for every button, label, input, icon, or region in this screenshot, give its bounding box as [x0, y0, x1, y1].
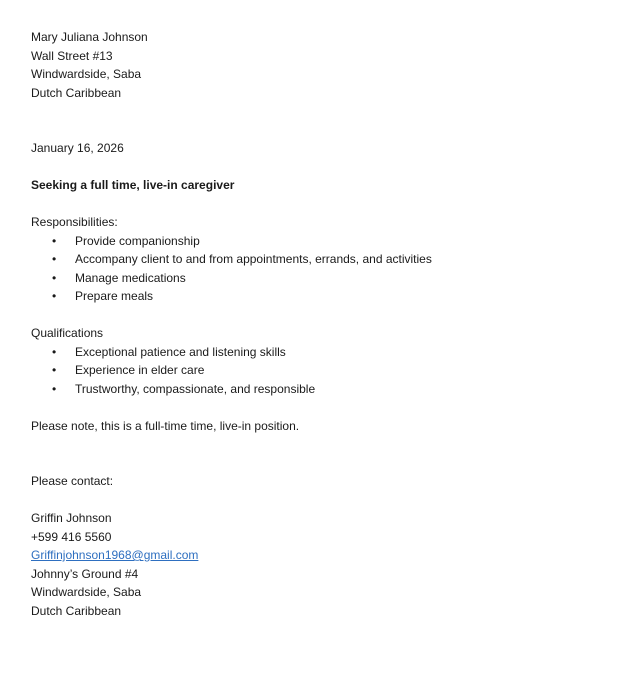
letter-heading: Seeking a full time, live-in caregiver [31, 178, 235, 192]
list-item-text: Accompany client to and from appointments, errands, and activities [75, 252, 432, 266]
document-body [31, 28, 591, 620]
list-item-text: Manage medications [75, 270, 186, 285]
sender-city: Windwardside, Saba [31, 67, 142, 81]
contact-city: Windwardside, Saba [31, 585, 142, 599]
contact-label: Please contact: [31, 474, 114, 488]
list-item-text: Provide companionship [75, 233, 200, 248]
bullet-icon: • [52, 363, 57, 377]
bullet-icon: • [52, 233, 57, 248]
bullet-icon: • [52, 289, 57, 303]
sender-street: Wall Street #13 [31, 48, 113, 63]
contact-region: Dutch Caribbean [31, 603, 122, 618]
list-item-text: Prepare meals [75, 289, 154, 303]
bullet-icon: • [52, 270, 57, 285]
list-item [31, 232, 591, 251]
contact-phone: +599 416 5560 [31, 529, 112, 544]
position-note: Please note, this is a full-time time, live-in position. [31, 418, 300, 433]
list-item [31, 343, 591, 362]
list-item [31, 287, 591, 306]
list-item [31, 269, 591, 288]
list-item-text: Exceptional patience and listening skills [75, 344, 286, 359]
qualifications-label: Qualifications [31, 326, 104, 340]
bullet-icon: • [52, 344, 57, 359]
contact-name: Griffin Johnson [31, 511, 112, 525]
list-item [31, 361, 591, 380]
qualifications-list [31, 343, 591, 399]
responsibilities-label: Responsibilities: [31, 215, 118, 229]
bullet-icon: • [52, 252, 57, 266]
responsibilities-list [31, 232, 591, 306]
contact-street: Johnny’s Ground #4 [31, 566, 139, 581]
list-item-text: Experience in elder care [75, 363, 205, 377]
sender-region: Dutch Caribbean [31, 85, 122, 100]
list-item [31, 380, 591, 399]
contact-email-link[interactable]: Griffinjohnson1968@gmail.com [31, 548, 199, 562]
bullet-icon: • [52, 381, 57, 396]
list-item-text: Trustworthy, compassionate, and responsible [75, 381, 316, 396]
sender-name: Mary Juliana Johnson [31, 30, 148, 44]
list-item [31, 250, 591, 269]
letter-date: January 16, 2026 [31, 141, 124, 155]
